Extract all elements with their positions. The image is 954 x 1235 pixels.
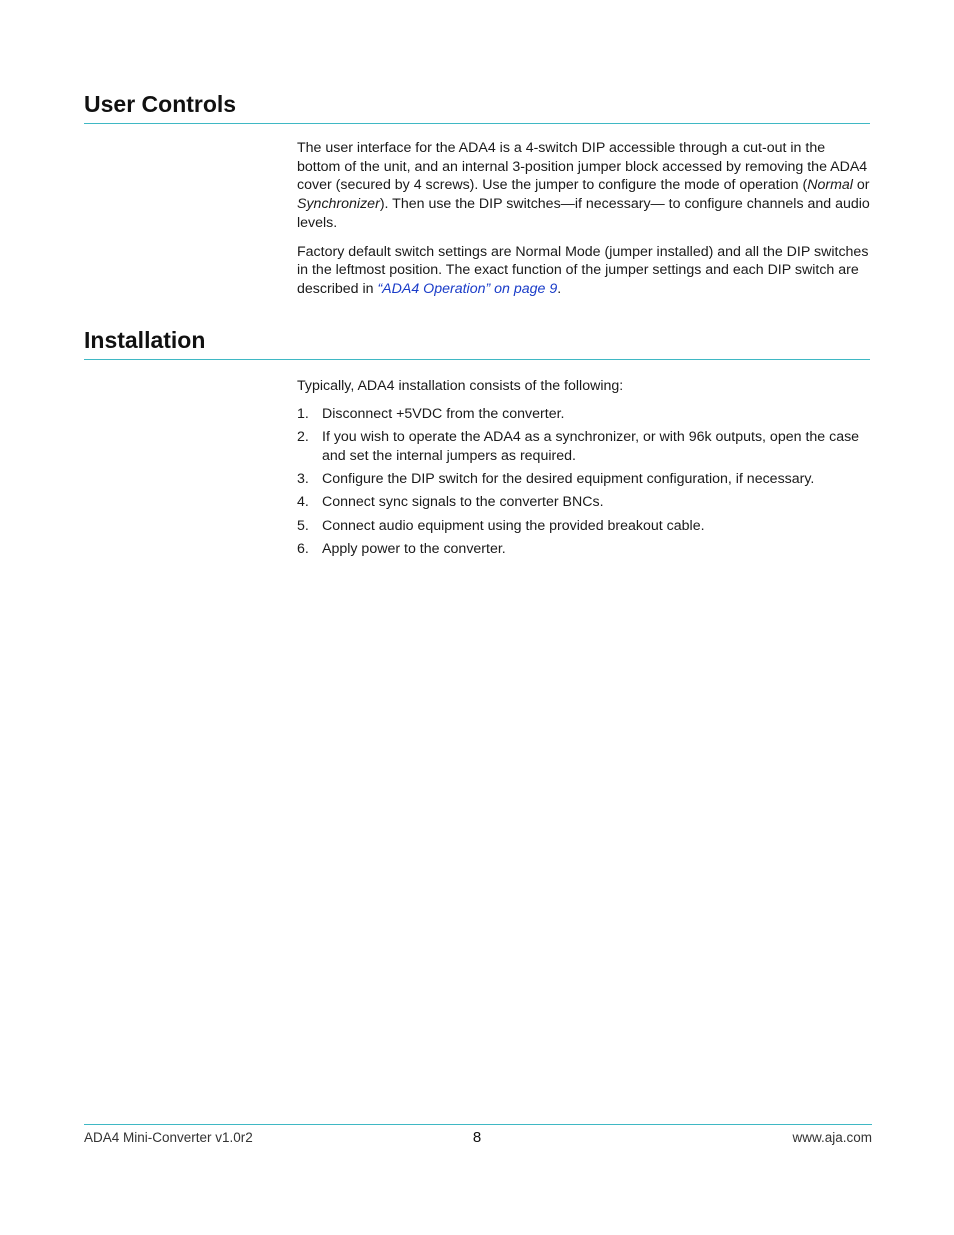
list-item <box>297 540 870 559</box>
step-text: Connect sync signals to the converter BNCs. <box>322 494 604 511</box>
list-item <box>297 493 870 512</box>
step-number: 4. <box>297 494 309 511</box>
paragraph-text: The user interface for the ADA4 is a 4-switch DIP accessible through a cut-out in the bottom of the unit, and an internal 3-position jumper block accessed by removing the ADA4 cover (secured by 4 screws). Use the jumper to configure the mode of operation ( <box>297 140 868 194</box>
user-controls-paragraph-2 <box>297 243 870 299</box>
mode-normal-term: Normal <box>807 177 853 194</box>
paragraph-text: Factory default switch settings are Normal Mode (jumper installed) and all the DIP switches in the leftmost position. The exact function of the jumper settings and each DIP switch are described in <box>297 243 869 297</box>
list-item <box>297 470 870 489</box>
user-controls-paragraph-1 <box>297 139 870 233</box>
footer-document-title: ADA4 Mini-Converter v1.0r2 <box>84 1130 253 1145</box>
step-text: If you wish to operate the ADA4 as a synchronizer, or with 96k outputs, open the case and set the internal jumpers as required. <box>322 429 860 464</box>
ada4-operation-link[interactable]: “ADA4 Operation” on page 9 <box>377 280 558 297</box>
mode-synchronizer-term: Synchronizer <box>297 196 380 213</box>
section-heading-user-controls: User Controls <box>84 90 870 124</box>
footer-divider <box>84 1124 872 1125</box>
footer-page-number: 8 <box>472 1129 482 1146</box>
step-text: Apply power to the converter. <box>322 540 506 557</box>
list-item <box>297 517 870 536</box>
section-heading-installation: Installation <box>84 326 870 360</box>
list-item <box>297 405 870 424</box>
step-text: Disconnect +5VDC from the converter. <box>322 405 565 422</box>
step-text: Configure the DIP switch for the desired equipment configuration, if necessary. <box>322 471 815 487</box>
paragraph-text: . <box>557 280 562 297</box>
paragraph-text: or <box>852 177 870 194</box>
step-text: Connect audio equipment using the provided breakout cable. <box>322 517 705 534</box>
step-number: 5. <box>297 517 309 534</box>
step-number: 6. <box>297 540 309 557</box>
user-controls-body <box>297 139 870 299</box>
installation-body <box>297 377 870 563</box>
installation-intro: Typically, ADA4 installation consists of the following: <box>297 378 624 394</box>
step-number: 2. <box>297 429 309 445</box>
step-number: 1. <box>297 405 309 422</box>
list-item <box>297 428 870 465</box>
footer-website: www.aja.com <box>792 1130 872 1145</box>
step-number: 3. <box>297 471 309 487</box>
installation-steps-list <box>297 405 870 559</box>
paragraph-text: ). Then use the DIP switches—if necessary— to configure channels and audio levels. <box>297 196 870 231</box>
